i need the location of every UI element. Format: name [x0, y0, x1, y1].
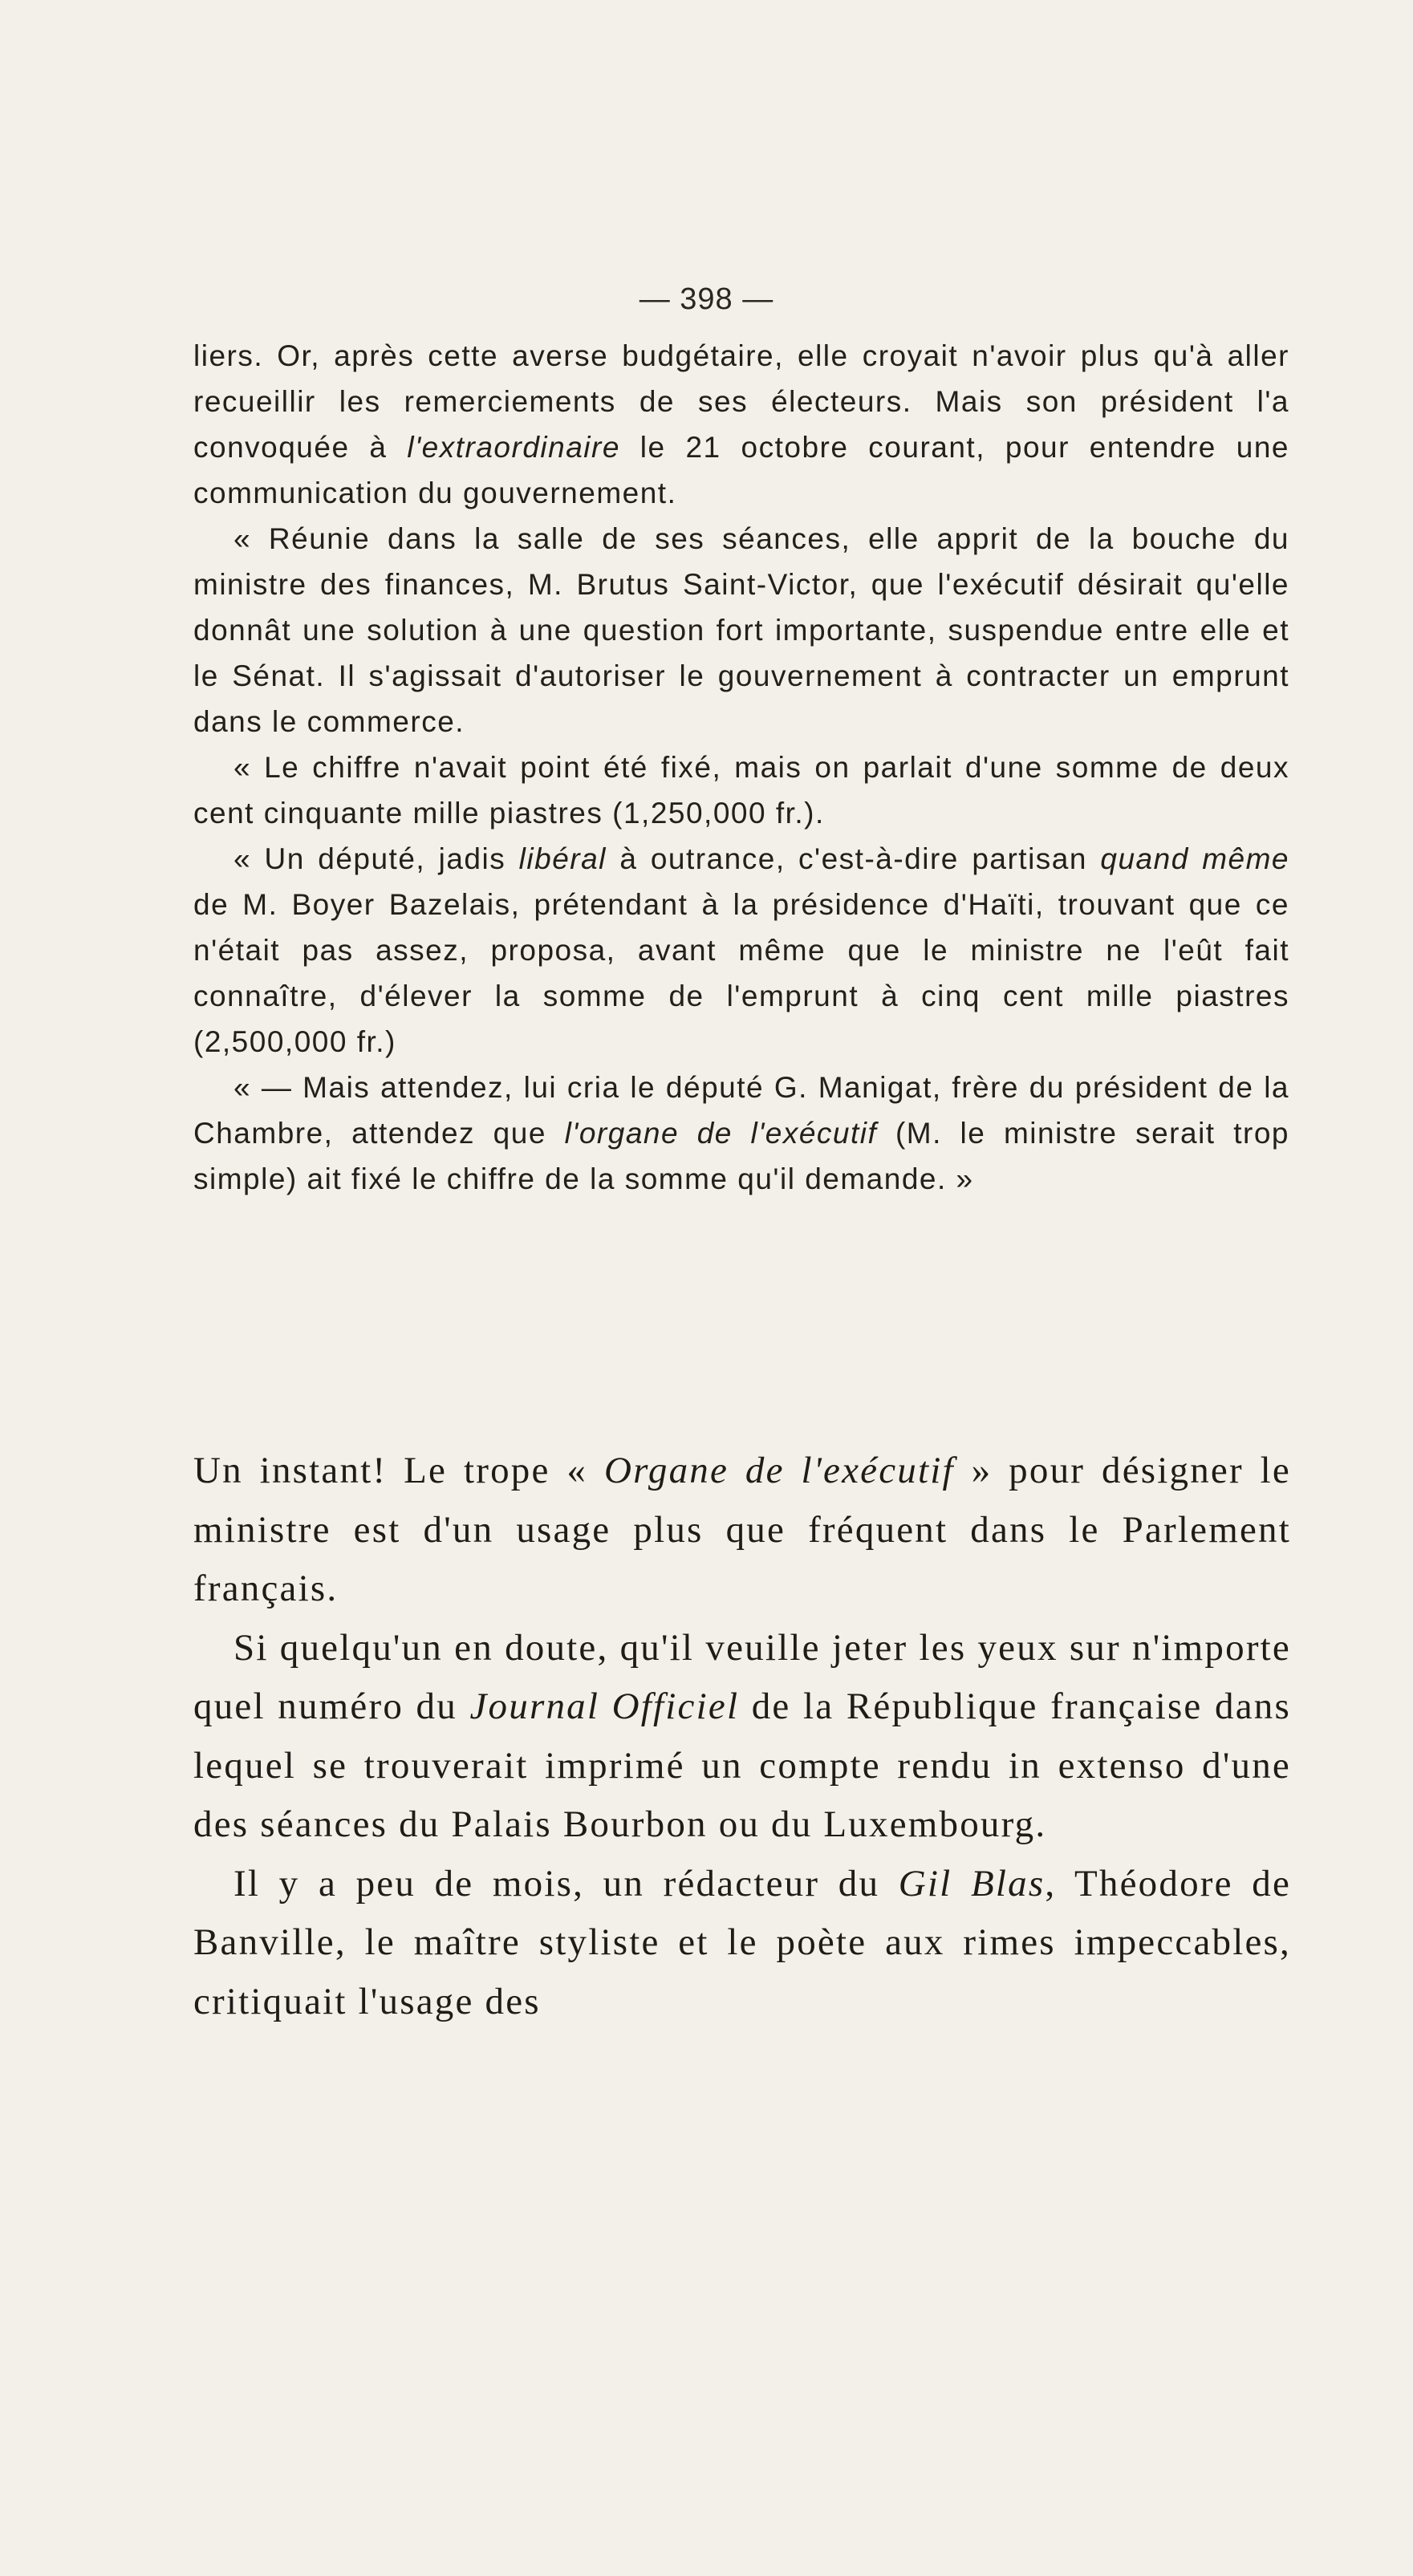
- body-text: » pour désigner le ministre est d'un usage plus que fréquent dans le Parlement français.: [193, 1450, 1291, 1609]
- body-paragraph: [193, 1855, 1291, 2032]
- quote-italic-text: l'extraordinaire: [407, 431, 620, 464]
- quote-text: « — Mais attendez, lui cria le député G. Manigat, frère du président de la Chambre, attendez que: [193, 1071, 1289, 1150]
- body-paragraph: [193, 1442, 1291, 1619]
- quote-text: le 21 octobre courant, pour entendre une communication du gouvernement.: [193, 431, 1289, 509]
- quote-paragraph: [193, 516, 1289, 744]
- body-text: Il y a peu de mois, un rédacteur du: [233, 1862, 899, 1905]
- body-italic-text: Organe de l'exécutif: [603, 1450, 955, 1491]
- main-text: [193, 1442, 1291, 2031]
- quote-text: à outrance, c'est-à-dire partisan: [606, 842, 1101, 875]
- quoted-passage: [193, 333, 1289, 1202]
- body-italic-text: Gil Blas: [898, 1862, 1046, 1905]
- quote-italic-text: libéral: [518, 842, 607, 875]
- quote-text: « Le chiffre n'avait point été fixé, mais on parlait d'une somme de deux cent cinquante mille piastres (1,250,000 fr.).: [193, 751, 1289, 830]
- quote-text: « Un député, jadis: [233, 842, 519, 875]
- quote-italic-text: quand même: [1100, 842, 1290, 875]
- quote-text: de M. Boyer Bazelais, prétendant à la présidence d'Haïti, trouvant que ce n'était pas assez, proposa, avant même que le ministre ne l'eût fait connaître, d'élever la somme de l'emprunt à cinq cent mille piastres (2,500,000 fr.): [193, 888, 1289, 1058]
- page-number: — 398 —: [639, 282, 774, 316]
- quote-text: « Réunie dans la salle de ses séances, elle apprit de la bouche du ministre des finances, M. Brutus Saint-Victor, que l'exécutif désirait qu'elle donnât une solution à une question fort importante, suspendue entre elle et le Sénat. Il s'agissait d'autoriser le gouvernement à contracter un emprunt dans le commerce.: [193, 522, 1289, 738]
- body-text: Un instant! Le trope «: [193, 1450, 604, 1491]
- quote-paragraph: [193, 333, 1289, 516]
- body-text: de la République française dans lequel se trouverait imprimé un compte rendu in extenso d'une des séances du Palais Bourbon ou du Luxembourg.: [193, 1686, 1291, 1845]
- quote-text: (M. le ministre serait trop simple) ait fixé le chiffre de la somme qu'il demande. »: [193, 1117, 1289, 1195]
- body-text: Si quelqu'un en doute, qu'il veuille jeter les yeux sur n'importe quel numéro du: [193, 1626, 1291, 1727]
- quote-paragraph: [193, 836, 1289, 1065]
- quote-paragraph: [193, 744, 1289, 836]
- body-italic-text: Journal Officiel: [469, 1686, 740, 1727]
- quote-italic-text: l'organe de l'exécutif: [564, 1117, 878, 1150]
- body-paragraph: [193, 1619, 1291, 1855]
- quote-text: liers. Or, après cette averse budgétaire, elle croyait n'avoir plus qu'à aller recueillir les remerciements de ses électeurs. Mais son président l'a convoquée à: [193, 339, 1289, 464]
- quote-paragraph: [193, 1065, 1289, 1202]
- body-text: , Théodore de Banville, le maître styliste et le poète aux rimes impeccables, critiquait l'usage des: [193, 1862, 1292, 2022]
